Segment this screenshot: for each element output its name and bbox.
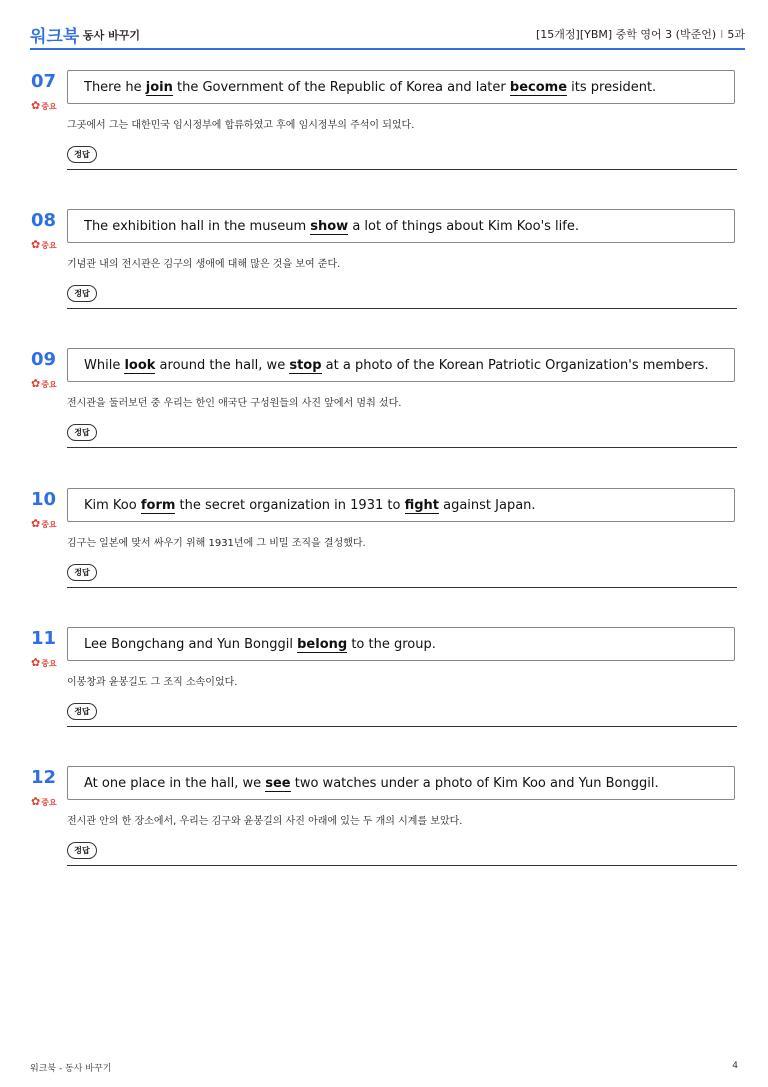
fox-icon: ✿	[31, 517, 41, 530]
korean-translation: 이봉창과 윤봉길도 그 조직 소속이었다.	[67, 677, 238, 688]
lesson-label: 5과	[727, 28, 745, 41]
fox-icon: ✿	[31, 238, 41, 251]
item-number: 07	[31, 71, 57, 92]
divider	[67, 865, 737, 866]
item-number: 08	[31, 210, 57, 231]
sentence-box: Kim Koo form the secret organization in 1931 to fight against Japan.	[67, 488, 735, 522]
important-badge: ✿중요	[31, 238, 57, 251]
important-badge: ✿중요	[31, 656, 57, 669]
fox-icon: ✿	[31, 795, 41, 808]
page-number: 4	[732, 1061, 738, 1071]
header-separator: I	[720, 28, 724, 41]
exercise-item	[30, 766, 738, 898]
divider	[67, 447, 737, 448]
important-badge: ✿중요	[31, 517, 57, 530]
page-header	[30, 0, 745, 50]
sentence-box: Lee Bongchang and Yun Bonggil belong to the group.	[67, 627, 735, 661]
korean-translation: 김구는 일본에 맞서 싸우기 위해 1931년에 그 비밀 조직을 결성했다.	[67, 538, 366, 549]
verb-blank: fight	[404, 498, 439, 513]
sentence-box: The exhibition hall in the museum show a lot of things about Kim Koo's life.	[67, 209, 735, 243]
korean-translation: 그곳에서 그는 대한민국 임시정부에 합류하였고 후에 임시정부의 주석이 되었다.	[67, 120, 415, 131]
verb-blank: show	[310, 219, 349, 234]
sentence-box: While look around the hall, we stop at a photo of the Korean Patriotic Organization's members.	[67, 348, 735, 382]
course-info	[536, 26, 745, 42]
fox-icon: ✿	[31, 656, 41, 669]
item-number: 12	[31, 767, 57, 788]
divider	[67, 587, 737, 588]
fox-icon: ✿	[31, 377, 41, 390]
verb-blank: stop	[289, 358, 322, 373]
important-badge: ✿중요	[31, 795, 57, 808]
sentence-box: At one place in the hall, we see two watches under a photo of Kim Koo and Yun Bonggil.	[67, 766, 735, 800]
brand-subtitle: 동사 바꾸기	[83, 29, 140, 42]
answer-button[interactable]: 정답	[67, 424, 97, 441]
exercise-item	[30, 488, 738, 620]
verb-blank: form	[140, 498, 176, 513]
footer-title: 워크북 - 동사 바꾸기	[30, 1064, 112, 1074]
important-badge: ✿중요	[31, 99, 57, 112]
answer-button[interactable]: 정답	[67, 842, 97, 859]
korean-translation: 기념관 내의 전시관은 김구의 생애에 대해 많은 것을 보여 준다.	[67, 259, 341, 270]
verb-blank: become	[509, 80, 568, 95]
answer-button[interactable]: 정답	[67, 146, 97, 163]
sentence-box: There he join the Government of the Republic of Korea and later become its president.	[67, 70, 735, 104]
exercise-item	[30, 209, 738, 341]
answer-button[interactable]: 정답	[67, 564, 97, 581]
item-number: 10	[31, 489, 57, 510]
answer-button[interactable]: 정답	[67, 285, 97, 302]
item-number: 09	[31, 349, 57, 370]
verb-blank: join	[145, 80, 173, 95]
korean-translation: 전시관을 둘러보던 중 우리는 한인 애국단 구성원들의 사진 앞에서 멈춰 섰다.	[67, 398, 402, 409]
course-title: [15개정][YBM] 중학 영어 3 (박준언)	[536, 28, 717, 41]
item-number: 11	[31, 628, 57, 649]
brand-title: 워크북	[30, 27, 80, 47]
verb-blank: see	[265, 776, 291, 791]
fox-icon: ✿	[31, 99, 41, 112]
answer-button[interactable]: 정답	[67, 703, 97, 720]
verb-blank: belong	[297, 637, 348, 652]
divider	[67, 169, 737, 170]
divider	[67, 308, 737, 309]
important-badge: ✿중요	[31, 377, 57, 390]
exercise-item	[30, 70, 738, 202]
exercise-item	[30, 348, 738, 480]
exercise-item	[30, 627, 738, 759]
divider	[67, 726, 737, 727]
verb-blank: look	[124, 358, 156, 373]
korean-translation: 전시관 안의 한 장소에서, 우리는 김구와 윤봉길의 사진 아래에 있는 두 개의 시계를 보았다.	[67, 816, 463, 827]
